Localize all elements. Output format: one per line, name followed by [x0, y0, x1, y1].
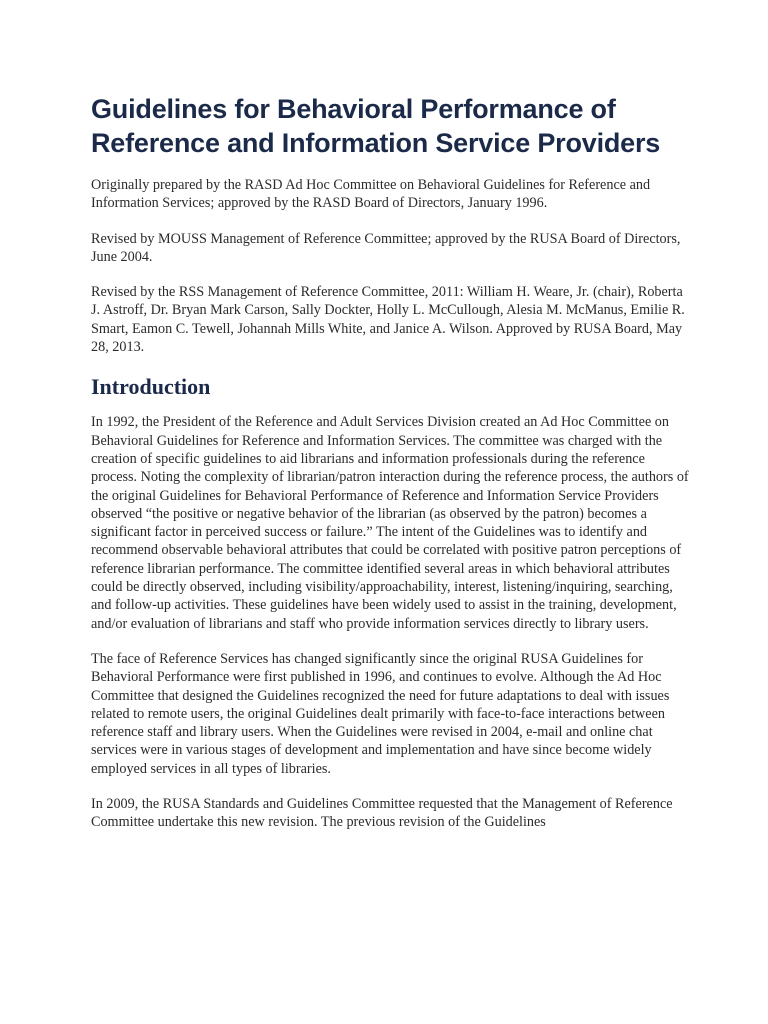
- introduction-paragraph-3: In 2009, the RUSA Standards and Guidelines Committee requested that the Management of Reference Committee undertake this new revision. The previous revision of the Guidelines: [91, 796, 673, 831]
- credit-paragraph-2011-revision: Revised by the RSS Management of Reference Committee, 2011: William H. Weare, Jr. (chair), Roberta J. Astroff, Dr. Bryan Mark Carson, Sally Dockter, Holly L. McCullough, Alesia M. McManus, Emilie R. Smart, Eamon C. Tewell, Johannah Mills White, and Janice A. Wilson. Approved by RUSA Board, May 28, 2013.: [91, 284, 685, 356]
- introduction-heading: Introduction: [91, 374, 211, 400]
- credit-paragraph-2004-revision: Revised by MOUSS Management of Reference Committee; approved by the RUSA Board of Directors, June 2004.: [91, 230, 681, 265]
- document-title: Guidelines for Behavioral Performance of Reference and Information Service Providers: [91, 94, 661, 158]
- introduction-paragraph-1: In 1992, the President of the Reference and Adult Services Division created an Ad Hoc Committee on Behavioral Guidelines for Reference and Information Services. The committee was charged with the creation of specific guidelines to aid librarians and information professionals during the reference process. Noting the complexity of librarian/patron interaction during the reference process, the authors of the original Guidelines for Behavioral Performance of Reference and Information Service Providers observed “the positive or negative behavior of the librarian (as observed by the patron) becomes a significant factor in perceived success or failure.” The intent of the Guidelines was to identify and recommend observable behavioral attributes that could be correlated with positive patron perceptions of reference librarian performance. The committee identified several areas in which behavioral attributes could be directly observed, including visibility/approachability, interest, listening/inquiring, searching, and follow-up activities. These guidelines have been widely used to assist in the training, development, and/or evaluation of librarians and staff who provide information services directly to library users.: [91, 414, 689, 632]
- introduction-paragraph-2: The face of Reference Services has changed significantly since the original RUSA Guidelines for Behavioral Performance were first published in 1996, and continues to evolve. Although the Ad Hoc Committee that designed the Guidelines recognized the need for future adaptations to deal with issues related to remote users, the original Guidelines dealt primarily with face-to-face interactions between reference staff and library users. When the Guidelines were revised in 2004, e-mail and online chat services were in various stages of development and implementation and have since become widely employed services in all types of libraries.: [91, 650, 670, 777]
- document-page: [91, 92, 691, 849]
- credit-paragraph-original: Originally prepared by the RASD Ad Hoc Committee on Behavioral Guidelines for Reference and Information Services; approved by the RASD Board of Directors, January 1996.: [91, 177, 651, 212]
